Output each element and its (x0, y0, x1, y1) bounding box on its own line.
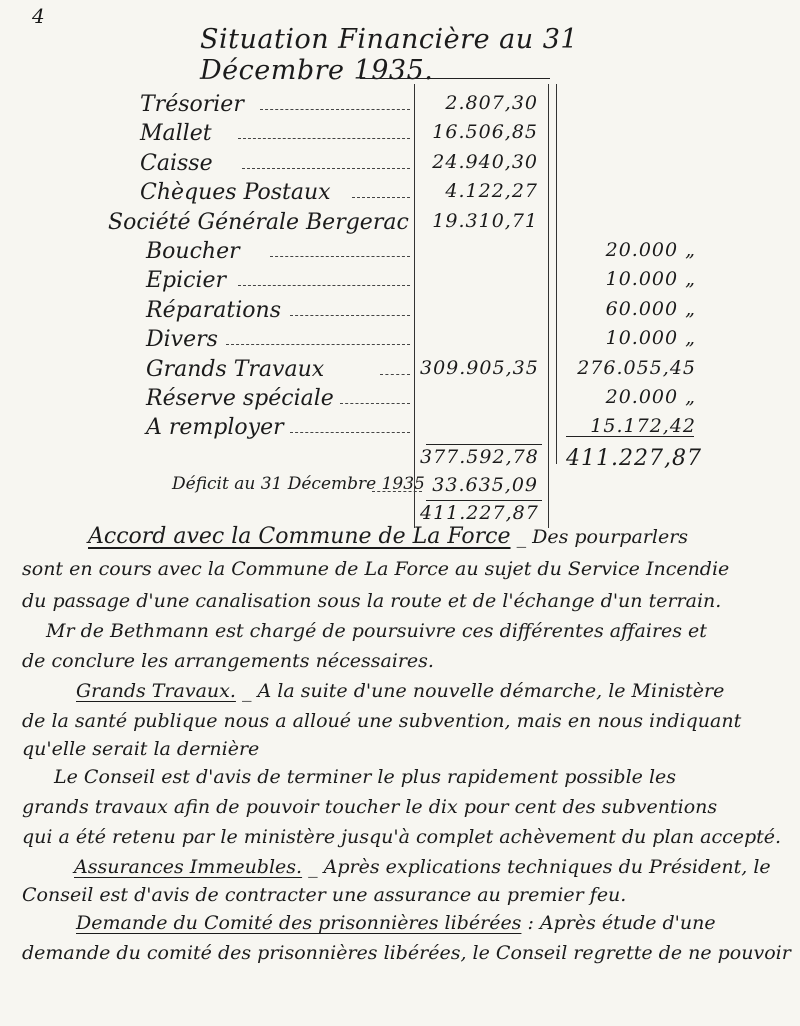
section-heading: Accord avec la Commune de La Force (88, 524, 511, 549)
minutes-text: qui a été retenu par le ministère jusqu'à complet achèvement du plan accepté. (22, 826, 782, 848)
total-col-a: 377.592,78 (420, 446, 539, 468)
ledger-amount-col-b: 10.000 „ (605, 327, 696, 350)
ledger-row-label: Boucher (146, 239, 240, 264)
minutes-line (22, 826, 781, 848)
minutes-text: de conclure les arrangements nécessaires. (22, 650, 434, 672)
minutes-text: _ Après explications techniques du Président, le (302, 856, 771, 878)
deficit-rule (426, 500, 542, 501)
leader-dots (260, 109, 410, 110)
minutes-text: demande du comité des prisonnières libérées, le Conseil regrette de ne pouvoir (22, 942, 791, 964)
minutes-line (22, 558, 729, 580)
ledger-row (0, 151, 800, 181)
minutes-line (76, 680, 724, 702)
minutes-text: Conseil est d'avis de contracter une assurance au premier feu. (22, 884, 627, 906)
ledger-amount-col-a: 19.310,71 (432, 209, 538, 232)
ledger-row-label: A remployer (146, 415, 284, 441)
minutes-text: _ A la suite d'une nouvelle démarche, le Ministère (235, 680, 725, 702)
leader-dots (340, 403, 410, 404)
leader-dots (270, 256, 410, 257)
minutes-line (22, 884, 626, 906)
grand-total-col-a: 411.227,87 (420, 502, 539, 524)
ledger-row-label: Société Générale Bergerac (108, 209, 409, 235)
minutes-line (76, 912, 716, 934)
ledger-row-label: Réserve spéciale (146, 386, 334, 411)
ledger-row (0, 180, 800, 210)
ledger-row-label: Réparations (146, 297, 281, 323)
minutes-line (74, 856, 771, 878)
ledger-amount-col-a: 16.506,85 (432, 121, 538, 144)
minutes-line (22, 942, 791, 964)
minutes-line (54, 766, 676, 788)
ledger-row (0, 357, 800, 387)
ledger-totals-row (0, 446, 800, 476)
minutes-line (22, 738, 259, 760)
section-heading: Grands Travaux. (76, 680, 236, 702)
leader-dots (242, 168, 410, 169)
ledger-row (0, 210, 800, 240)
ledger-row (0, 239, 800, 269)
minutes-text: Mr de Bethmann est chargé de poursuivre ces différentes affaires et (46, 620, 707, 642)
ledger-amount-col-b: 60.000 „ (605, 297, 696, 320)
ledger-row-label: Grands Travaux (146, 356, 325, 382)
ledger-row-label: Caisse (140, 150, 213, 176)
ledger-amount-col-b: 15.172,42 (590, 415, 696, 438)
ledger-amount-col-a: 2.807,30 (445, 92, 538, 114)
ledger-row (0, 268, 800, 298)
minutes-line (22, 796, 717, 818)
ledger-row (0, 298, 800, 328)
leader-dots (290, 432, 410, 433)
minutes-text: qu'elle serait la dernière (22, 738, 260, 760)
ledger-row (0, 386, 800, 416)
ledger-amount-col-b: 20.000 „ (605, 386, 696, 408)
leader-dots (352, 197, 410, 198)
section-heading: Assurances Immeubles. (74, 856, 303, 878)
ledger-row (0, 92, 800, 122)
deficit-col-a: 33.635,09 (432, 474, 538, 496)
minutes-line (22, 650, 434, 672)
ledger-amount-col-a: 24.940,30 (432, 150, 538, 173)
minutes-text: Le Conseil est d'avis de terminer le plus rapidement possible les (54, 766, 677, 788)
subtotal-rule-b (566, 436, 694, 437)
minutes-text: _ Des pourparlers (510, 526, 689, 548)
leader-dots (238, 285, 410, 286)
minutes-line (46, 620, 707, 642)
minutes-line (22, 590, 721, 612)
ledger-amount-col-a: 309.905,35 (420, 356, 539, 379)
leader-dots (372, 491, 422, 492)
subtotal-rule-a (426, 444, 542, 445)
minutes-text: grands travaux afin de pouvoir toucher le dix pour cent des subventions (22, 796, 718, 818)
minutes-text: sont en cours avec la Commune de La Force au sujet du Service Incendie (22, 558, 730, 580)
page-title: Situation Financière au 31 Décembre 1935. (200, 24, 579, 86)
leader-dots (290, 315, 410, 316)
ledger-row (0, 121, 800, 151)
ledger-row (0, 415, 800, 445)
title-underline (360, 78, 550, 79)
ledger-row-label: Epicier (146, 268, 227, 294)
deficit-label: Déficit au 31 Décembre 1935 (172, 474, 425, 494)
section-heading: Demande du Comité des prisonnières libérées (76, 912, 522, 934)
ledger-amount-col-b: 10.000 „ (605, 268, 696, 291)
ledger-row (0, 327, 800, 357)
minutes-text: du passage d'une canalisation sous la route et de l'échange d'un terrain. (22, 590, 722, 612)
ledger-row-label: Chèques Postaux (140, 180, 331, 206)
leader-dots (380, 374, 410, 375)
ledger-row-label: Divers (146, 327, 218, 353)
minutes-line (88, 524, 688, 549)
total-col-b: 411.227,87 (566, 446, 702, 471)
minutes-text: de la santé publique nous a alloué une subvention, mais en nous indiquant (22, 710, 742, 732)
ledger-row-label: Mallet (140, 121, 212, 147)
deficit-row (0, 474, 800, 504)
leader-dots (238, 138, 410, 139)
ledger-row-label: Trésorier (140, 92, 244, 117)
ledger-amount-col-b: 20.000 „ (605, 239, 696, 261)
minutes-text: : Après étude d'une (521, 912, 716, 934)
minutes-line (22, 710, 741, 732)
leader-dots (226, 344, 410, 345)
page-number: 4 (32, 4, 45, 28)
ledger-amount-col-b: 276.055,45 (577, 356, 696, 379)
ledger-amount-col-a: 4.122,27 (445, 180, 538, 203)
